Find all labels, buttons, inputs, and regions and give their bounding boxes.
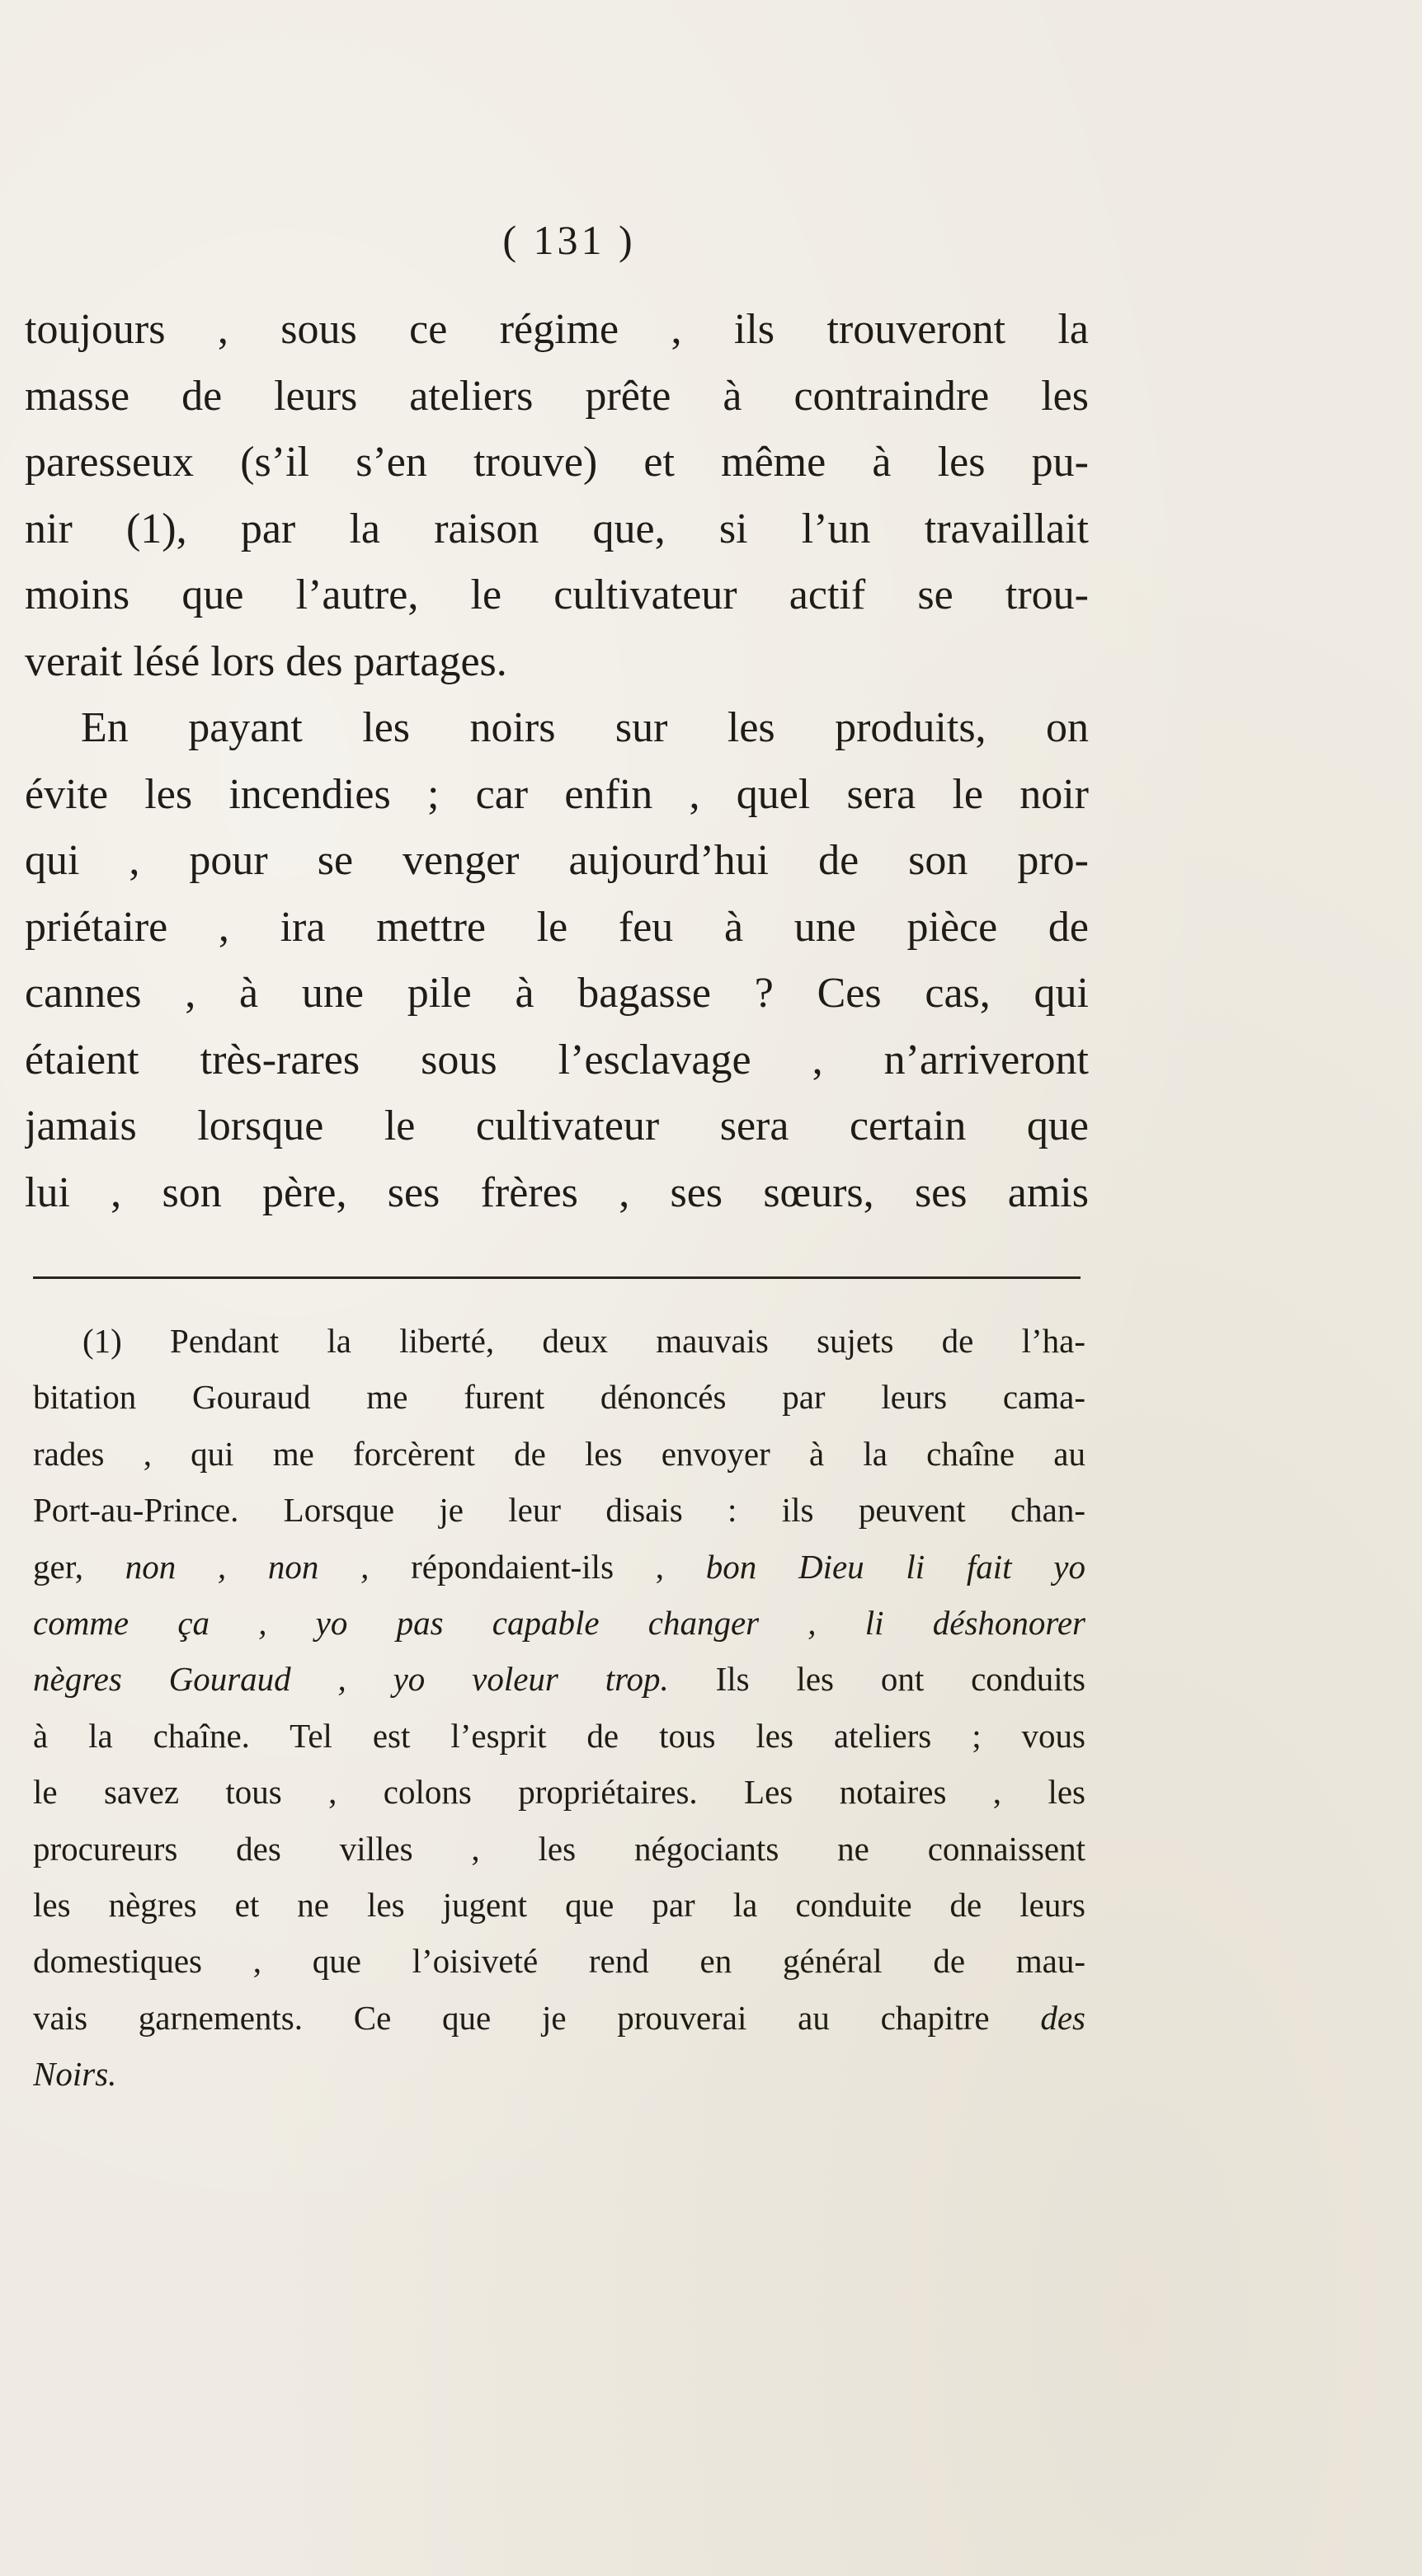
- main-text: [25, 297, 1089, 1226]
- footnote-text: ger,: [33, 1547, 125, 1586]
- footnote-italic-text: bon Dieu li fait yo: [705, 1547, 1085, 1586]
- page-number: ( 131 ): [502, 217, 636, 263]
- footnote-line-10: procureurs des villes , les négociants ne connaissent: [33, 1829, 1085, 1868]
- text-line-7: En payant les noirs sur les produits, on: [81, 704, 1089, 751]
- footnote-text: vais garnements. Ce que je prouverai au chapitre: [33, 1998, 1041, 2037]
- footnote-line-1: (1) Pendant la liberté, deux mauvais sujets de l’ha-: [82, 1322, 1085, 1360]
- text-line-4: nir (1), par la raison que, si l’un travaillait: [25, 505, 1089, 552]
- footnote-line-6: comme ça , yo pas capable changer , li déshonorer: [33, 1603, 1085, 1642]
- footnote-line-4: Port-au-Prince. Lorsque je leur disais : ils peuvent chan-: [33, 1491, 1085, 1530]
- footnote-separator: [33, 1276, 1081, 1279]
- footnote-line-13: [33, 1990, 1085, 2046]
- text-line-13: jamais lorsque le cultivateur sera certain que: [25, 1102, 1089, 1149]
- text-line-1: toujours , sous ce régime , ils trouveront la: [25, 306, 1089, 353]
- footnote-italic-text: des: [1040, 1998, 1085, 2037]
- text-line-9: qui , pour se venger aujourd’hui de son pro-: [25, 837, 1089, 884]
- footnote-line-8: à la chaîne. Tel est l’esprit de tous les ateliers ; vous: [33, 1716, 1085, 1755]
- text-line-3: paresseux (s’il s’en trouve) et même à les pu-: [25, 439, 1089, 486]
- footnote-line-14: Noirs.: [33, 2055, 117, 2094]
- footnote-italic-text: non , non ,: [125, 1547, 370, 1586]
- text-line-2: masse de leurs ateliers prête à contraindre les: [25, 372, 1089, 420]
- text-line-14: lui , son père, ses frères , ses sœurs, ses amis: [25, 1168, 1089, 1216]
- text-line-8: évite les incendies ; car enfin , quel sera le noir: [25, 770, 1089, 818]
- footnote-italic-text: nègres Gouraud , yo voleur trop.: [33, 1660, 669, 1699]
- footnote-line-9: le savez tous , colons propriétaires. Les notaires , les: [33, 1773, 1085, 1812]
- text-line-12: étaient très-rares sous l’esclavage , n’arriveront: [25, 1036, 1089, 1084]
- footnote-line-12: domestiques , que l’oisiveté rend en général de mau-: [33, 1942, 1085, 1981]
- footnote-line-7: [33, 1651, 1085, 1707]
- footnote-text: répondaient-ils ,: [369, 1547, 706, 1586]
- footnote-line-5: [33, 1539, 1085, 1595]
- footnote-line-3: rades , qui me forcèrent de les envoyer à la chaîne au: [33, 1434, 1085, 1473]
- footnote-line-2: bitation Gouraud me furent dénoncés par leurs cama-: [33, 1378, 1085, 1417]
- footnote-line-11: les nègres et ne les jugent que par la conduite de leurs: [33, 1885, 1085, 1924]
- text-line-10: priétaire , ira mettre le feu à une pièce de: [25, 903, 1089, 951]
- footnote: [33, 1313, 1085, 2102]
- text-line-11: cannes , à une pile à bagasse ? Ces cas, qui: [25, 970, 1089, 1017]
- text-line-6: verait lésé lors des partages.: [25, 637, 507, 685]
- footnote-text: Ils les ont conduits: [668, 1660, 1085, 1699]
- text-line-5: moins que l’autre, le cultivateur actif se trou-: [25, 571, 1089, 618]
